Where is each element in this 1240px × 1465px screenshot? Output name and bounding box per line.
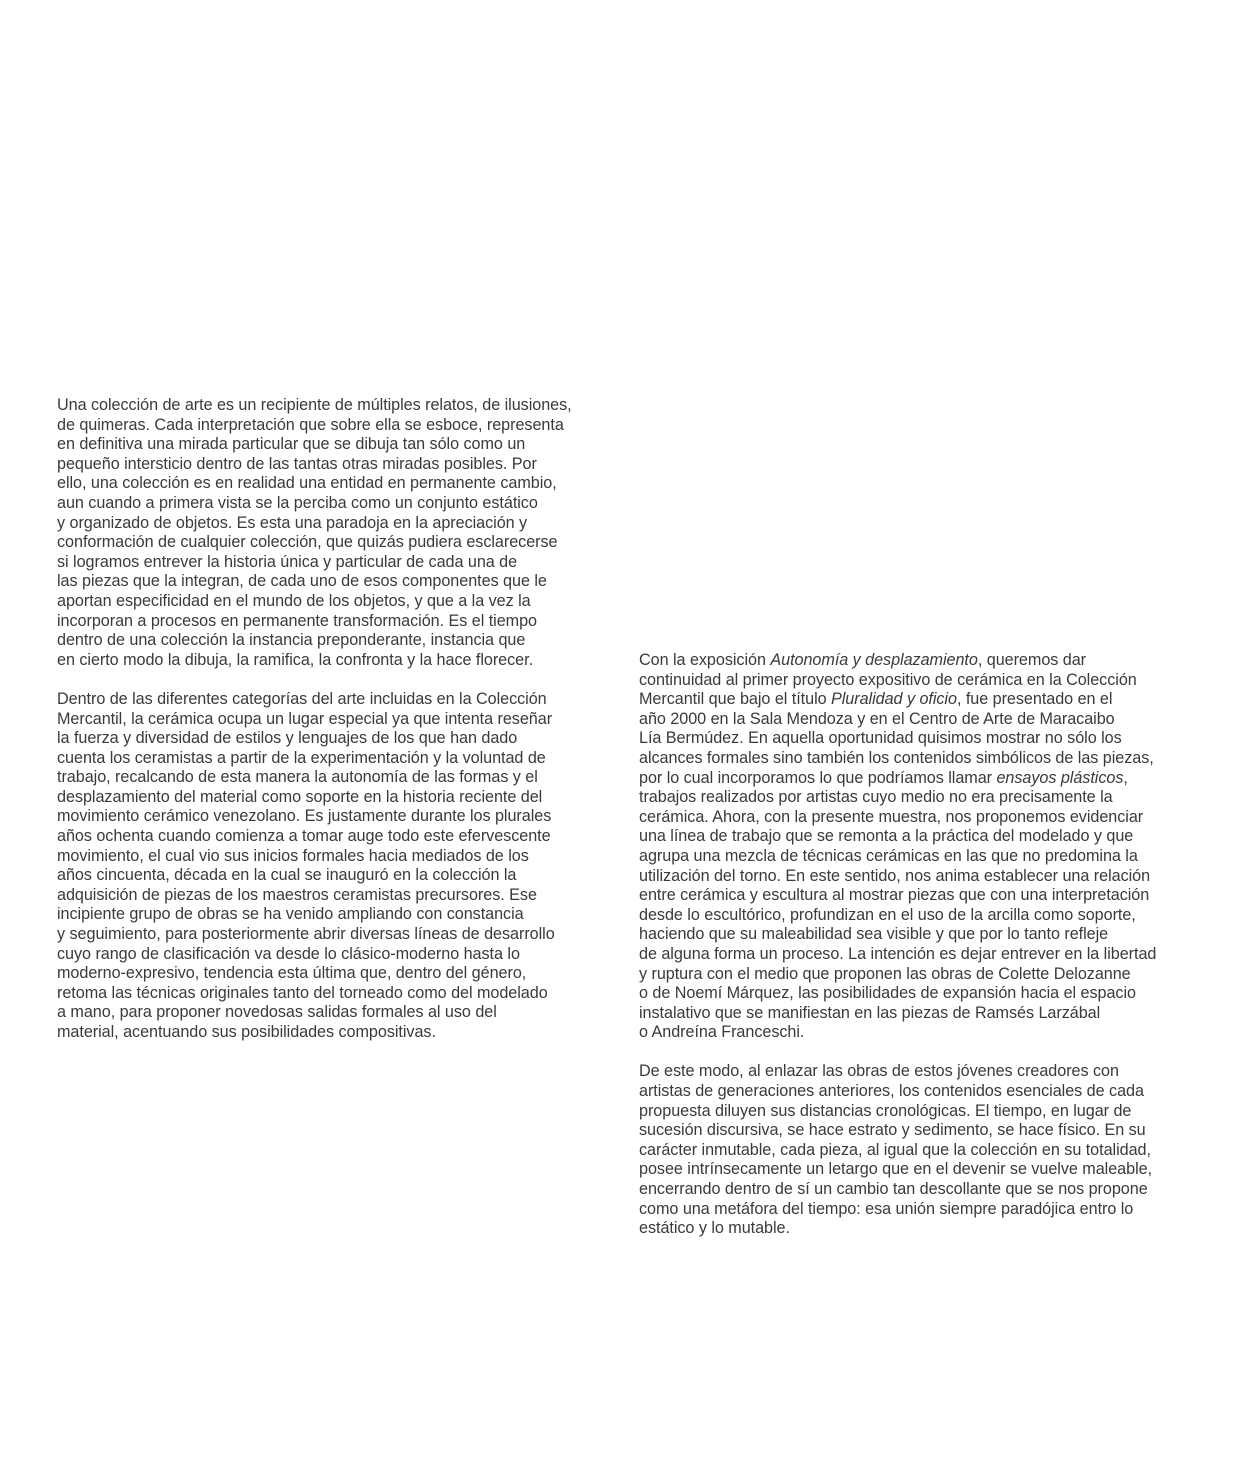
text-line: Lía Bermúdez. En aquella oportunidad quisimos mostrar no sólo los [639, 729, 1122, 748]
text-line: Mercantil, la cerámica ocupa un lugar especial ya que intenta reseñar [57, 709, 553, 728]
text-line: incipiente grupo de obras se ha venido ampliando con constancia [57, 905, 524, 924]
text-line: si logramos entrever la historia única y particular de cada una de [57, 552, 518, 571]
text-line: pequeño intersticio dentro de las tantas otras miradas posibles. Por [57, 454, 537, 473]
text-line: artistas de generaciones anteriores, los contenidos esenciales de cada [639, 1082, 1144, 1101]
text-line: adquisición de piezas de los maestros ceramistas precursores. Ese [57, 885, 537, 904]
text-line: agrupa una mezcla de técnicas cerámicas en las que no predomina la [639, 846, 1138, 865]
text-line: alcances formales sino también los contenidos simbólicos de las piezas, [639, 748, 1154, 767]
text-line: trabajo, recalcando de esta manera la autonomía de las formas y el [57, 768, 538, 787]
previous-exhibition-title: Pluralidad y oficio [831, 690, 957, 709]
text-line: a mano, para proponer novedosas salidas formales al uso del [57, 1003, 497, 1022]
text-run: por lo cual incorporamos lo que podríamos llamar [639, 768, 997, 787]
text-line: moderno-expresivo, tendencia esta última que, dentro del género, [57, 964, 527, 983]
text-line: año 2000 en la Sala Mendoza y en el Centro de Arte de Maracaibo [639, 709, 1115, 728]
text-line: haciendo que su maleabilidad sea visible y que por lo tanto refleje [639, 925, 1109, 944]
text-line: en cierto modo la dibuja, la ramifica, la confronta y la hace florecer. [57, 650, 534, 669]
text-line: Dentro de las diferentes categorías del arte incluidas en la Colección [57, 689, 547, 708]
text-line: en definitiva una mirada particular que se dibuja tan sólo como un [57, 435, 526, 454]
text-line: y organizado de objetos. Es esta una paradoja en la apreciación y [57, 513, 528, 532]
text-line: Una colección de arte es un recipiente de múltiples relatos, de ilusiones, [57, 396, 572, 414]
text-line: años ochenta cuando comienza a tomar auge todo este efervescente [57, 827, 551, 846]
text-line: De este modo, al enlazar las obras de estos jóvenes creadores con [639, 1062, 1119, 1081]
text-run: , queremos dar [977, 651, 1087, 669]
text-line: desplazamiento del material como soporte en la historia reciente del [57, 787, 543, 806]
text-line: aportan especificidad en el mundo de los objetos, y que a la vez la [57, 591, 531, 610]
text-line: material, acentuando sus posibilidades compositivas. [57, 1023, 436, 1041]
text-line: utilización del torno. En este sentido, nos anima establecer una relación [639, 866, 1151, 885]
text-line: continuidad al primer proyecto expositivo de cerámica en la Colección [639, 670, 1137, 689]
text-line: carácter inmutable, cada pieza, al igual que la colección en su totalidad, [639, 1140, 1151, 1159]
text-line [639, 651, 1199, 671]
text-line: trabajos realizados por artistas cuyo medio no era precisamente la [639, 788, 1113, 807]
paragraph-exposicion [639, 651, 1199, 1043]
paragraph-gap [639, 1043, 1199, 1063]
paragraph-coleccion [57, 396, 617, 670]
text-line: dentro de una colección la instancia preponderante, instancia que [57, 631, 526, 650]
text-line: movimiento cerámico venezolano. Es justamente durante los plurales [57, 807, 552, 826]
text-line [639, 690, 1199, 710]
paragraph-conclusion [639, 1062, 1199, 1238]
text-line: de alguna forma un proceso. La intención es dejar entrever en la libertad [639, 944, 1157, 963]
emphasized-term: ensayos plásticos [996, 768, 1124, 787]
text-line: años cincuenta, década en la cual se inauguró en la colección la [57, 866, 517, 885]
text-line: desde lo escultórico, profundizan en el uso de la arcilla como soporte, [639, 905, 1136, 924]
text-run: , [1123, 768, 1128, 787]
text-line: una línea de trabajo que se remonta a la práctica del modelado y que [639, 827, 1134, 846]
text-line: o Andreína Franceschi. [639, 1023, 805, 1042]
right-text-column [639, 651, 1199, 1239]
text-line: o de Noemí Márquez, las posibilidades de expansión hacia el espacio [639, 984, 1136, 1003]
text-line: instalativo que se manifiestan en las piezas de Ramsés Larzábal [639, 1003, 1101, 1022]
text-line: aun cuando a primera vista se la perciba como un conjunto estático [57, 493, 538, 512]
paragraph-ceramica [57, 690, 617, 1043]
text-line: las piezas que la integran, de cada uno de esos componentes que le [57, 572, 547, 591]
text-line: propuesta diluyen sus distancias cronológicas. El tiempo, en lugar de [639, 1101, 1132, 1120]
text-line [639, 769, 1199, 789]
text-line: cuyo rango de clasificación va desde lo clásico-moderno hasta lo [57, 944, 520, 963]
text-line: encerrando dentro de sí un cambio tan descollante que se nos propone [639, 1180, 1148, 1199]
text-line: la fuerza y diversidad de estilos y lenguajes de los que han dado [57, 729, 518, 748]
text-line: entre cerámica y escultura al mostrar piezas que con una interpretación [639, 886, 1150, 905]
text-line: incorporan a procesos en permanente transformación. Es el tiempo [57, 611, 537, 630]
text-line: y seguimiento, para posteriormente abrir diversas líneas de desarrollo [57, 925, 555, 944]
text-line: conformación de cualquier colección, que quizás pudiera esclarecerse [57, 533, 558, 552]
text-line: retoma las técnicas originales tanto del torneado como del modelado [57, 983, 548, 1002]
paragraph-gap [57, 670, 617, 690]
exhibition-title: Autonomía y desplazamiento [770, 651, 978, 669]
text-line: movimiento, el cual vio sus inicios formales hacia mediados de los [57, 846, 529, 865]
text-line: cuenta los ceramistas a partir de la experimentación y la voluntad de [57, 748, 546, 767]
text-line: estático y lo mutable. [639, 1219, 790, 1238]
text-run: Con la exposición [639, 651, 771, 669]
text-line: posee intrínsecamente un letargo que en el devenir se vuelve maleable, [639, 1160, 1153, 1179]
text-line: de quimeras. Cada interpretación que sobre ella se esboce, representa [57, 415, 564, 434]
text-run: , fue presentado en el [956, 690, 1113, 709]
text-run: Mercantil que bajo el título [639, 690, 832, 709]
text-line: cerámica. Ahora, con la presente muestra, nos proponemos evidenciar [639, 807, 1144, 826]
text-line: y ruptura con el medio que proponen las obras de Colette Delozanne [639, 964, 1131, 983]
left-text-column [57, 396, 617, 1043]
text-line: sucesión discursiva, se hace estrato y sedimento, se hace físico. En su [639, 1121, 1146, 1140]
text-line: como una metáfora del tiempo: esa unión siempre paradójica entro lo [639, 1199, 1134, 1218]
text-line: ello, una colección es en realidad una entidad en permanente cambio, [57, 474, 557, 493]
